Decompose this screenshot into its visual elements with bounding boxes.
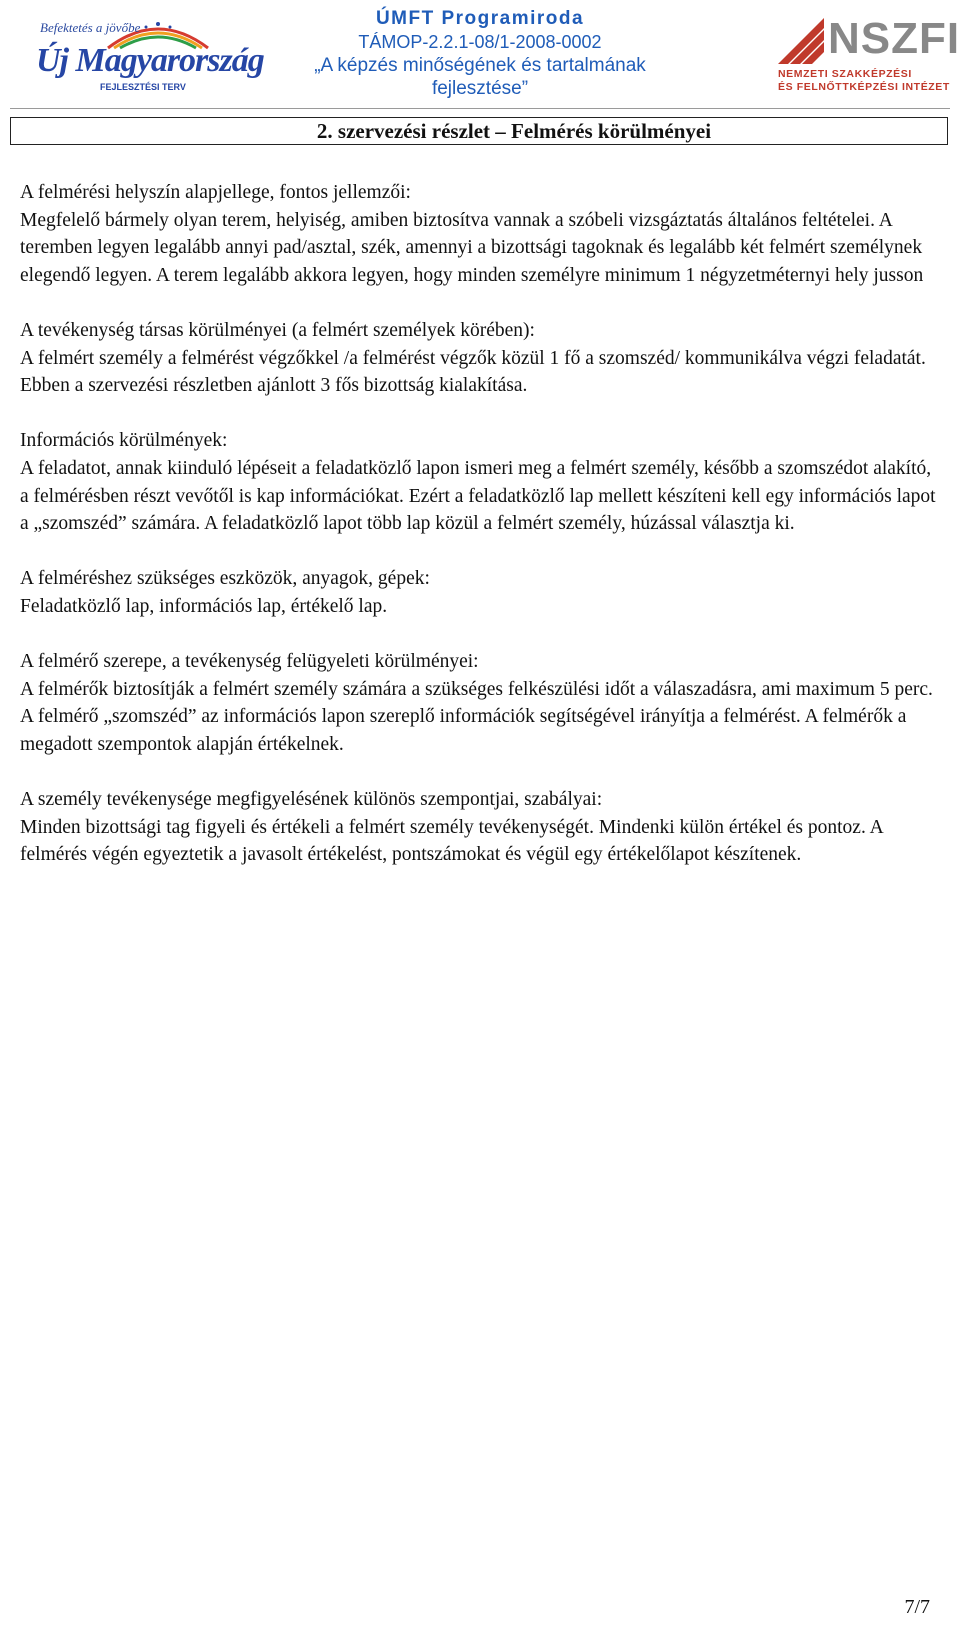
section-paragraph: A felmért személy a felmérést végzőkkel /a felmérést végzők közül 1 fő a szomszéd/ kommunikálva végzi feladatát. Ebben a szervezési részletben ajánlott 3 fős bizottság kialakítása. bbox=[20, 347, 926, 397]
project-title-line-2: fejlesztése” bbox=[431, 78, 529, 99]
section-heading: A felmérő szerepe, a tevékenység felügyeleti körülményei: bbox=[20, 651, 479, 673]
section-heading: A felmérési helyszín alapjellege, fontos jellemzői: bbox=[20, 182, 411, 203]
nszfi-logo bbox=[778, 14, 960, 94]
section-heading: Információs körülmények: bbox=[20, 430, 228, 452]
section-paragraph: Feladatközlő lap, információs lap, értékelő lap. bbox=[20, 595, 388, 617]
section-social-conditions bbox=[20, 317, 940, 400]
section-equipment bbox=[20, 565, 940, 620]
section-heading: A tevékenység társas körülményei (a felmért személyek körében): bbox=[20, 319, 535, 341]
logo-subbrand: FEJLESZTÉSI TERV bbox=[100, 82, 186, 92]
page-number: 7/7 bbox=[904, 1596, 930, 1618]
section-information-conditions bbox=[20, 427, 940, 537]
program-office: ÚMFT Programiroda bbox=[375, 8, 585, 29]
section-title-box bbox=[10, 117, 948, 145]
program-header bbox=[300, 8, 660, 100]
nszfi-wordmark: NSZFI bbox=[828, 14, 960, 63]
section-title: 2. szervezési részlet – Felmérés körülményei bbox=[316, 118, 712, 143]
header-divider bbox=[10, 108, 950, 109]
page-header bbox=[0, 0, 960, 112]
section-heading: A felméréshez szükséges eszközök, anyagok, gépek: bbox=[20, 568, 430, 590]
nszfi-subtitle-1: NEMZETI SZAKKÉPZÉSI bbox=[778, 68, 912, 80]
section-venue bbox=[20, 179, 940, 289]
uj-magyarorszag-logo bbox=[30, 12, 264, 98]
section-observation-rules bbox=[20, 786, 940, 869]
section-paragraph: Minden bizottsági tag figyeli és értékeli a felmért személy tevékenységét. Mindenki külön értékel és pontoz. A felmérés végén egyeztetik a javasolt értékelést, pontszámokat és végül egy értékelőlapot készítenek. bbox=[20, 816, 883, 866]
section-paragraph: A feladatot, annak kiinduló lépéseit a feladatközlő lapon ismeri meg a felmért személy, később a szomszédot alakító, a felmérésben részt vevőtől is kap információkat. Ezért a feladatközlő lap mellett készíteni kell egy információs lapot a „szomszéd” számára. A feladatközlő lapot több lap közül a felmért személy, húzással választja ki. bbox=[20, 457, 936, 535]
nszfi-emblem-icon bbox=[778, 14, 824, 64]
logo-brand: Új Magyarország bbox=[36, 42, 264, 79]
nszfi-subtitle-2: ÉS FELNŐTTKÉPZÉSI INTÉZET bbox=[778, 81, 950, 93]
document-body bbox=[20, 179, 940, 896]
section-paragraph: Megfelelő bármely olyan terem, helyiség, amiben biztosítva vannak a szóbeli vizsgáztatás általános feltételei. A teremben legyen legalább annyi pad/asztal, szék, amennyi a bizottsági tagoknak és legalább két felmért személynek elegendő legyen. A terem legalább akkora legyen, hogy minden személyre minimum 1 négyzetméternyi hely jusson bbox=[20, 209, 924, 286]
section-heading: A személy tevékenysége megfigyelésének különös szempontjai, szabályai: bbox=[20, 789, 603, 811]
logo-tagline: Befektetés a jövőbe bbox=[40, 20, 141, 35]
section-assessor-role bbox=[20, 648, 940, 758]
project-code: TÁMOP-2.2.1-08/1-2008-0002 bbox=[358, 32, 602, 52]
project-title-line-1: „A képzés minőségének és tartalmának bbox=[314, 55, 646, 76]
section-paragraph: A felmérők biztosítják a felmért személy számára a szükséges felkészülési időt a válaszadásra, ami maximum 5 perc. A felmérő „szomszéd” az információs lapon szereplő információk segítségével irányítja a felmérést. A felmérők a megadott szempontok alapján értékelnek. bbox=[20, 678, 933, 755]
